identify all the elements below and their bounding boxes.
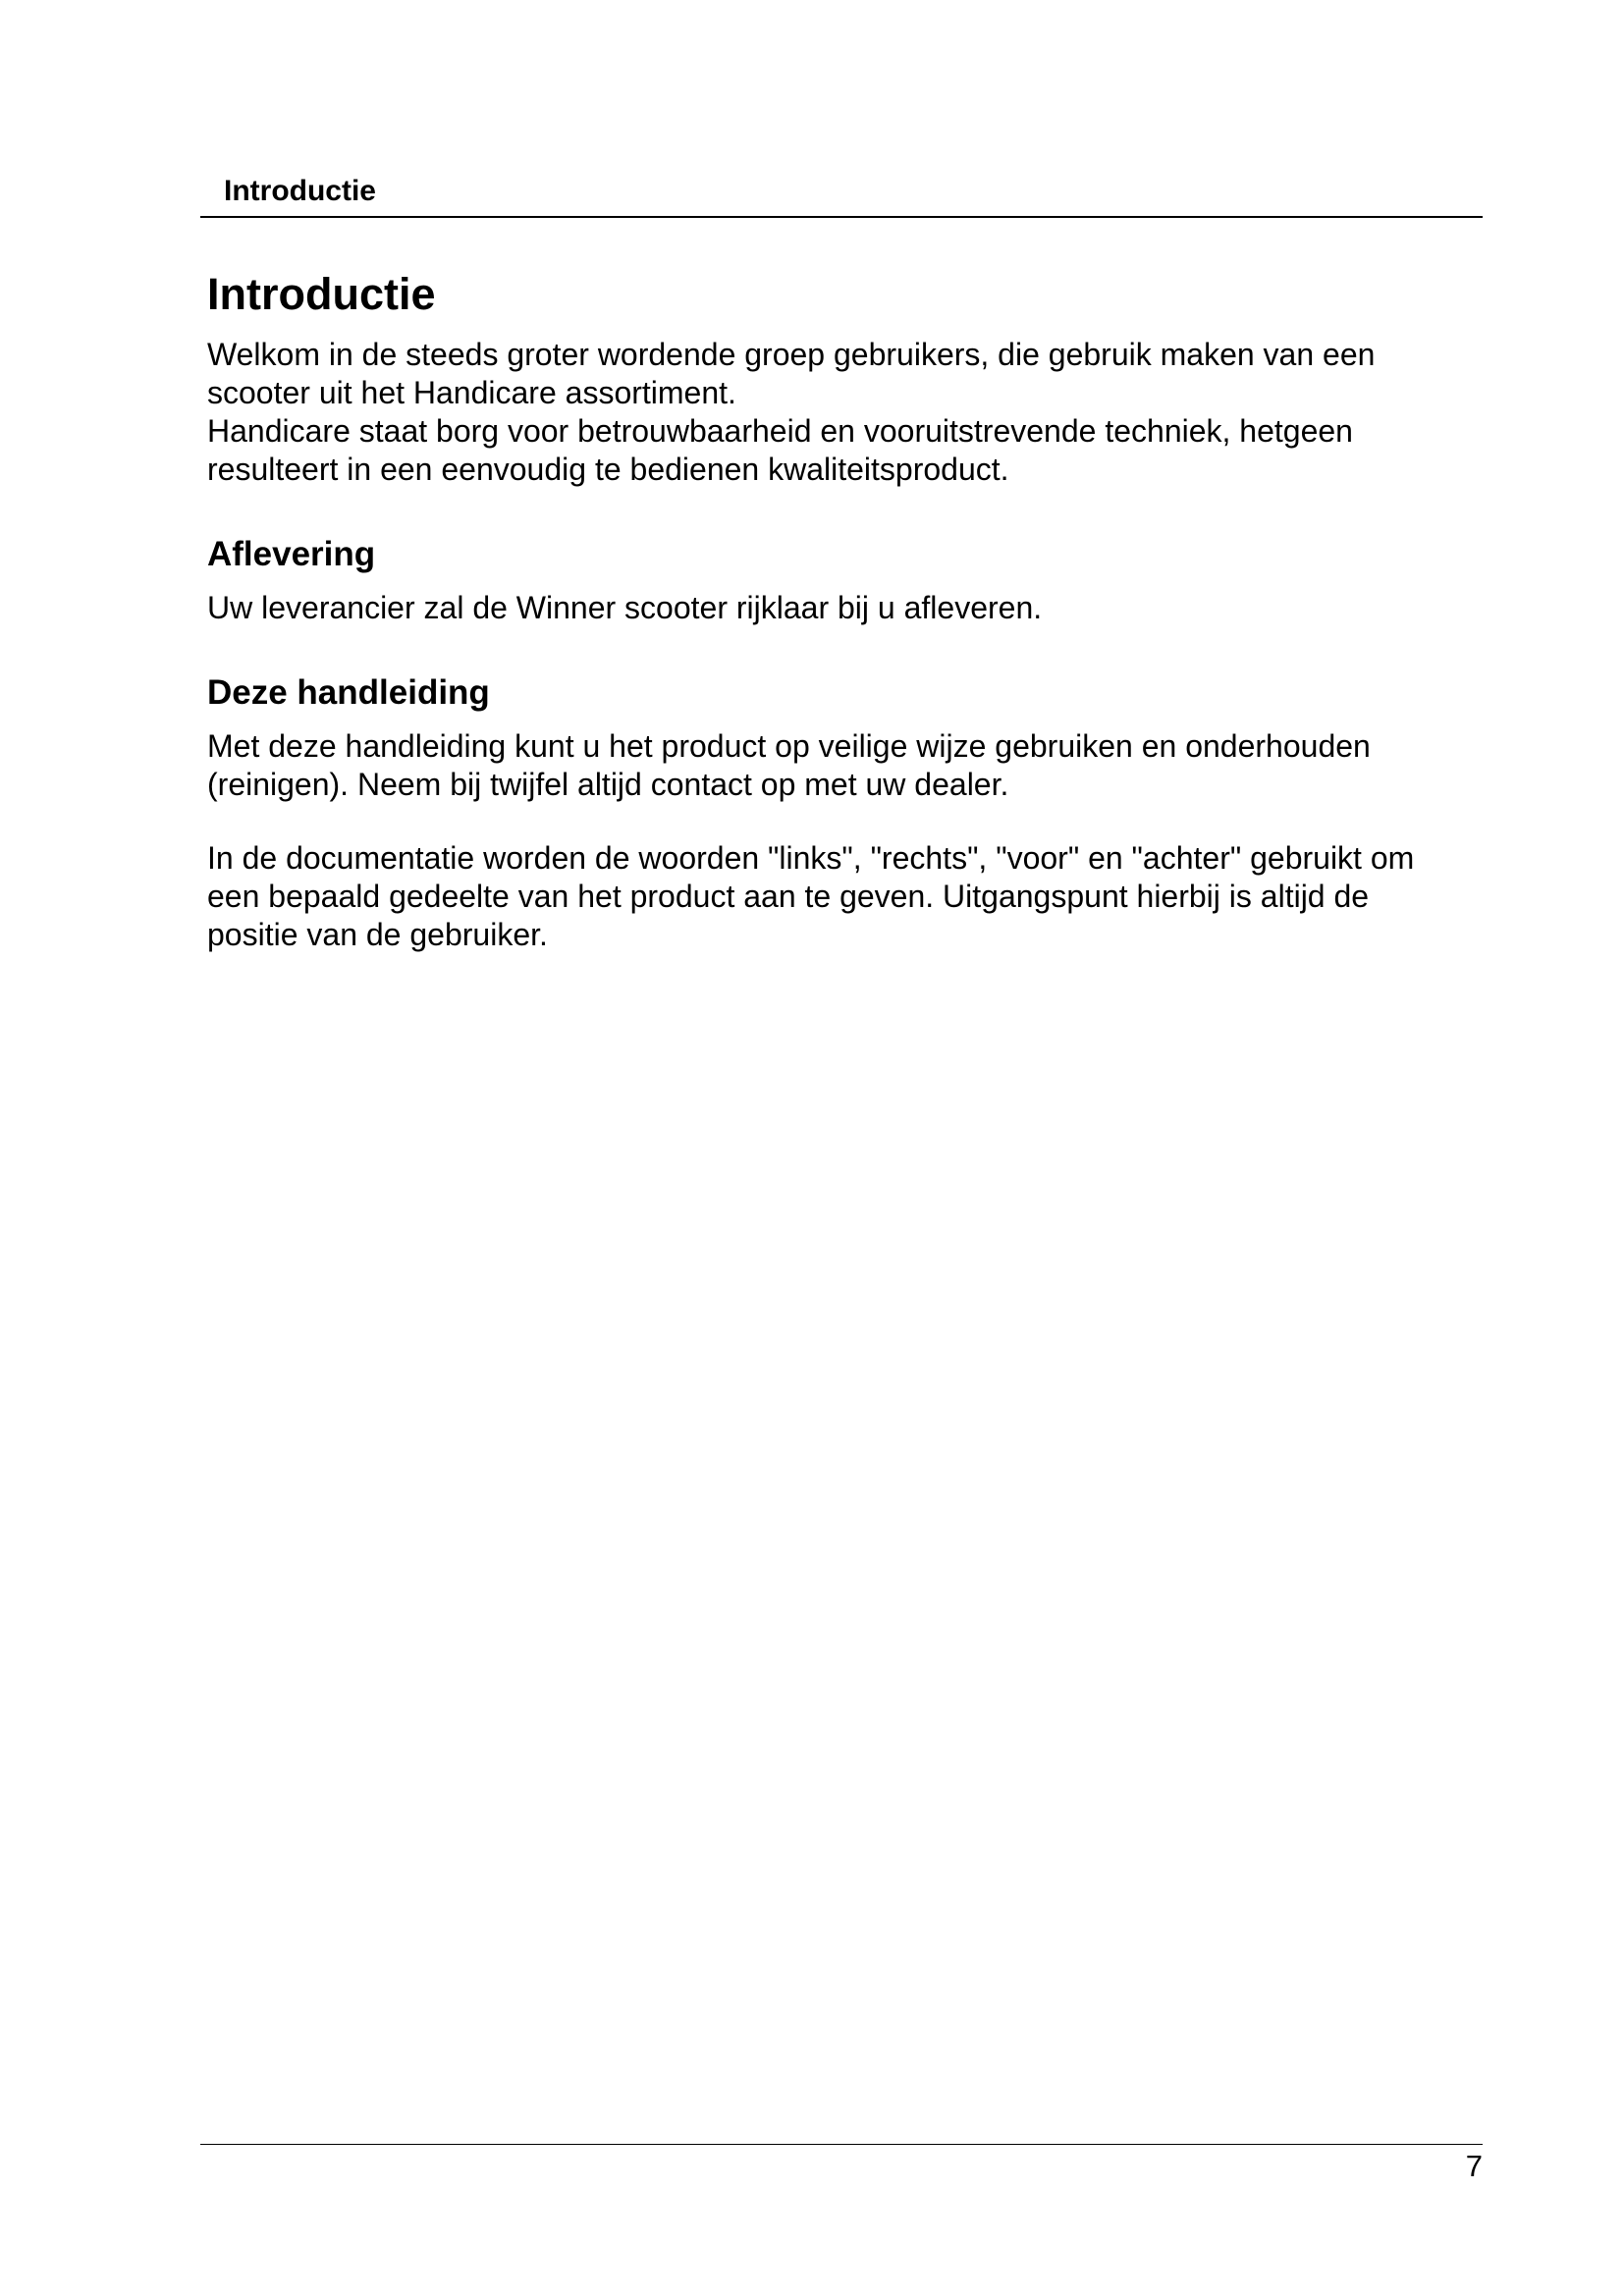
page-title: Introductie (207, 269, 436, 319)
section-heading-handleiding: Deze handleiding (207, 673, 490, 712)
page-number: 7 (1465, 2149, 1483, 2183)
paragraph-line: positie van de gebruiker. (207, 917, 548, 952)
intro-line: Handicare staat borg voor betrouwbaarheid en vooruitstrevende techniek, hetgeen (207, 413, 1353, 449)
running-header (200, 169, 1483, 218)
handleiding-paragraph-1 (207, 727, 1484, 804)
intro-line: Welkom in de steeds groter wordende groep gebruikers, die gebruik maken van een (207, 337, 1376, 372)
intro-paragraph (207, 336, 1484, 489)
footer-rule (200, 2144, 1483, 2145)
handleiding-paragraph-2 (207, 839, 1484, 954)
running-header-title: Introductie (224, 175, 376, 207)
intro-line: resulteert in een eenvoudig te bedienen kwaliteitsproduct. (207, 452, 1009, 487)
paragraph-line: In de documentatie worden de woorden "links", "rechts", "voor" en "achter" gebruikt om (207, 840, 1415, 876)
paragraph-line: een bepaald gedeelte van het product aan te geven. Uitgangspunt hierbij is altijd de (207, 879, 1370, 914)
paragraph-line: Met deze handleiding kunt u het product op veilige wijze gebruiken en onderhouden (207, 728, 1371, 764)
aflevering-paragraph: Uw leverancier zal de Winner scooter rijklaar bij u afleveren. (207, 590, 1043, 625)
intro-line: scooter uit het Handicare assortiment. (207, 375, 736, 410)
paragraph-line: (reinigen). Neem bij twijfel altijd contact op met uw dealer. (207, 767, 1009, 802)
section-heading-aflevering: Aflevering (207, 535, 376, 573)
page-content (207, 265, 1484, 954)
